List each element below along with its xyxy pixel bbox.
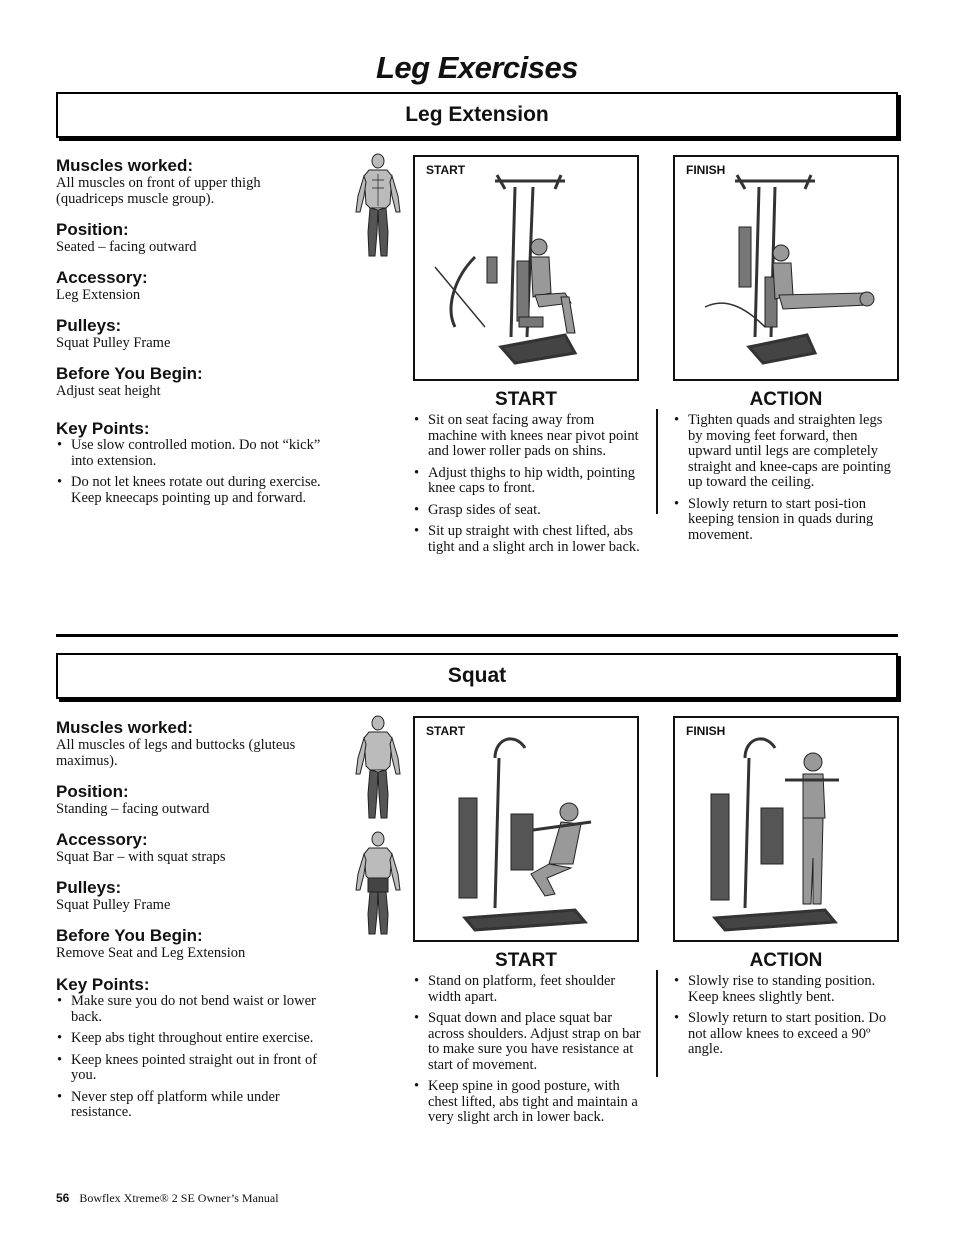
finish-photo-leg-extension [673, 155, 899, 381]
before-label: Before You Begin: [56, 926, 203, 945]
pulleys-value: Squat Pulley Frame [56, 335, 171, 351]
list-item: • Keep spine in good posture, with chest lifted, abs tight and maintain a very slight arch in lower back. [413, 1079, 641, 1126]
key-points-list [56, 438, 326, 506]
section-header-squat [56, 653, 898, 699]
action-steps-list [673, 413, 895, 549]
column-divider [656, 970, 658, 1077]
squat-machine-start-illustration [415, 718, 637, 940]
list-item: • Grasp sides of seat. [413, 503, 641, 519]
start-heading: START [495, 950, 557, 971]
muscle-anatomy-front-icon [352, 714, 404, 826]
section-header-leg-extension [56, 92, 898, 138]
action-steps-list [673, 974, 899, 1064]
start-photo-leg-extension [413, 155, 639, 381]
finish-tag: FINISH [686, 163, 726, 177]
pulleys-value: Squat Pulley Frame [56, 897, 171, 913]
list-item: • Do not let knees rotate out during exercise. Keep kneecaps pointing up and forward. [56, 475, 326, 506]
start-steps-list [413, 413, 641, 561]
action-heading: ACTION [749, 389, 823, 410]
start-tag: START [426, 163, 466, 177]
finish-photo-squat [673, 716, 899, 942]
start-tag: START [426, 724, 466, 738]
list-item: • Slowly return to start position. Do not allow knees to exceed a 90º angle. [673, 1011, 899, 1058]
exercise-details-leg-extension [56, 156, 326, 519]
before-value: Adjust seat height [56, 383, 161, 399]
accessory-label: Accessory: [56, 830, 148, 849]
list-item: • Slowly return to start posi-tion keeping tension in quads during movement. [673, 497, 895, 544]
list-item: • Slowly rise to standing position. Keep knees slightly bent. [673, 974, 899, 1005]
section-title: Leg Extension [405, 103, 549, 126]
accessory-value: Leg Extension [56, 287, 141, 303]
start-heading: START [495, 389, 557, 410]
muscles-label: Muscles worked: [56, 718, 193, 737]
list-item: • Sit up straight with chest lifted, abs tight and a slight arch in lower back. [413, 524, 641, 555]
position-label: Position: [56, 220, 129, 239]
muscles-value: All muscles on front of upper thigh (quadriceps muscle group). [56, 175, 261, 207]
list-item: • Stand on platform, feet shoulder width apart. [413, 974, 641, 1005]
list-item: • Keep abs tight throughout entire exercise. [56, 1031, 326, 1047]
section-divider [56, 634, 898, 637]
key-points-label: Key Points: [56, 975, 150, 994]
section-title: Squat [447, 664, 507, 687]
muscles-label: Muscles worked: [56, 156, 193, 175]
list-item: • Tighten quads and straighten legs by moving feet forward, then upward until legs are completely straight and knee-caps are pointing up toward the ceiling. [673, 413, 895, 491]
manual-title: Bowflex Xtreme® 2 SE Owner’s Manual [79, 1191, 279, 1205]
position-value: Standing – facing outward [56, 801, 210, 817]
leg-extension-machine-start-illustration [415, 157, 637, 379]
key-points-label: Key Points: [56, 419, 150, 438]
pulleys-label: Pulleys: [56, 316, 122, 335]
list-item: • Never step off platform while under resistance. [56, 1090, 326, 1121]
finish-tag: FINISH [686, 724, 726, 738]
squat-machine-finish-illustration [675, 718, 897, 940]
muscle-anatomy-front-icon [352, 152, 404, 264]
column-divider [656, 409, 658, 514]
muscles-value: All muscles of legs and buttocks (gluteus maximus). [56, 737, 296, 769]
before-value: Remove Seat and Leg Extension [56, 945, 246, 961]
list-item: • Make sure you do not bend waist or lower back. [56, 994, 326, 1025]
start-photo-squat [413, 716, 639, 942]
list-item: • Squat down and place squat bar across shoulders. Adjust strap on bar to make sure you have resistance at start of movement. [413, 1011, 641, 1073]
muscle-anatomy-back-icon [352, 830, 404, 942]
page-title: Leg Exercises [375, 50, 579, 85]
accessory-label: Accessory: [56, 268, 148, 287]
exercise-details-squat [56, 718, 326, 1134]
list-item: • Sit on seat facing away from machine with knees near pivot point and lower roller pads on shins. [413, 413, 641, 460]
list-item: • Keep knees pointed straight out in front of you. [56, 1053, 326, 1084]
start-steps-list [413, 974, 641, 1132]
pulleys-label: Pulleys: [56, 878, 122, 897]
action-heading: ACTION [749, 950, 823, 971]
before-label: Before You Begin: [56, 364, 203, 383]
page-footer [56, 1191, 279, 1206]
leg-extension-machine-finish-illustration [675, 157, 897, 379]
position-value: Seated – facing outward [56, 239, 197, 255]
position-label: Position: [56, 782, 129, 801]
list-item: • Adjust thighs to hip width, pointing knee caps to front. [413, 466, 641, 497]
accessory-value: Squat Bar – with squat straps [56, 849, 226, 865]
page-number: 56 [56, 1191, 70, 1205]
key-points-list [56, 994, 326, 1121]
list-item: • Use slow controlled motion. Do not “kick” into extension. [56, 438, 326, 469]
